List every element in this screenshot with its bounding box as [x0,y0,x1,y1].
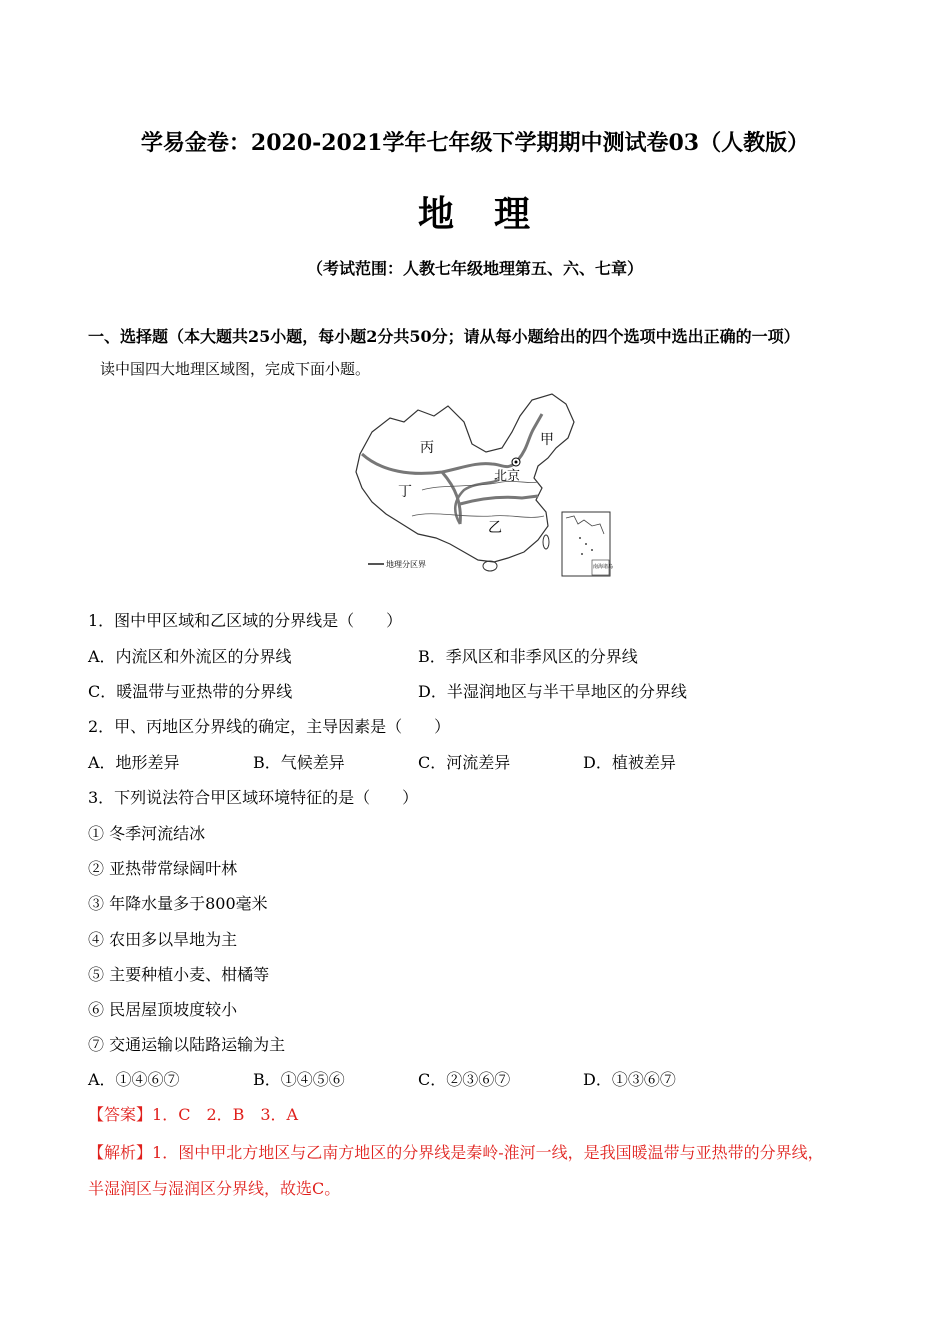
beijing-marker-dot [515,461,518,464]
region-label-yi: 乙 [488,520,502,536]
inset-label: 南海诸岛 [593,564,614,570]
exam-scope: （考试范围：人教七年级地理第五、六、七章） [306,259,643,278]
inset-island-dot [581,553,583,555]
region-label-bing: 丙 [420,440,434,456]
legend-label: 地理分区界 [386,560,426,569]
china-regions-map [352,392,614,578]
question-1-option-d[interactable]: D．半湿润地区与半干旱地区的分界线 [418,682,687,701]
answer-line [88,1102,298,1125]
question-1-option-b[interactable]: B．季风区和非季风区的分界线 [418,647,638,666]
china-outline [356,394,574,562]
inset-island-dot [591,549,593,551]
analysis-text-1: 1．图中甲北方地区与乙南方地区的分界线是秦岭-淮河一线，是我国暖温带与亚热带的分界线， [152,1143,824,1162]
question-2-option-d[interactable]: D．植被差异 [583,753,676,772]
inset-island-dot [585,543,587,545]
question-2-option-a[interactable]: A．地形差异 [88,753,180,772]
question-3-option-a[interactable]: A．①④⑥⑦ [88,1070,180,1089]
question-2-stem: 2．甲、丙地区分界线的确定，主导因素是（ ） [88,717,451,736]
document-title: 学易金卷：2020-2021学年七年级下学期期中测试卷03（人教版） [140,130,810,156]
boundary-line [460,496,538,504]
question-3-item: ④ 农田多以旱地为主 [88,930,238,949]
question-2-option-b[interactable]: B．气候差异 [253,753,345,772]
question-3-item: ② 亚热带常绿阔叶林 [88,859,238,878]
subject-heading: 地 理 [417,194,532,235]
question-3-option-d[interactable]: D．①③⑥⑦ [583,1070,676,1089]
question-3-item: ⑦ 交通运输以陆路运输为主 [88,1035,286,1054]
river-line [422,481,538,490]
question-1-option-a[interactable]: A．内流区和外流区的分界线 [88,647,292,666]
taiwan-island [543,535,549,549]
question-3-option-c[interactable]: C．②③⑥⑦ [418,1070,511,1089]
question-3-item: ⑤ 主要种植小麦、柑橘等 [88,965,270,984]
question-3-item: ⑥ 民居屋顶坡度较小 [88,1000,238,1019]
question-1-option-c[interactable]: C．暖温带与亚热带的分界线 [88,682,293,701]
answer-tag: 【答案】 [88,1105,153,1124]
region-label-jia: 甲 [540,432,554,448]
river-line [412,514,544,518]
question-intro: 读中国四大地理区域图，完成下面小题。 [100,360,371,378]
analysis-line-1 [88,1140,824,1163]
inset-island-dot [579,537,581,539]
hainan-island [483,561,497,571]
question-3-item: ③ 年降水量多于800毫米 [88,894,268,913]
region-label-ding: 丁 [398,484,412,500]
section-heading: 一、选择题（本大题共25小题，每小题2分共50分；请从每小题给出的四个选项中选出正确的一项） [88,327,800,346]
question-3-option-b[interactable]: B．①④⑤⑥ [253,1070,345,1089]
analysis-line-2: 半湿润区与湿润区分界线，故选C。 [88,1179,341,1198]
question-3-item: ① 冬季河流结冰 [88,824,206,843]
question-1-stem: 1．图中甲区域和乙区域的分界线是（ ） [88,611,403,630]
question-3-stem: 3．下列说法符合甲区域环境特征的是（ ） [88,788,419,807]
beijing-label: 北京 [494,469,521,484]
analysis-tag: 【解析】 [88,1143,153,1162]
answer-text: 1．C 2．B 3．A [152,1105,299,1124]
question-2-option-c[interactable]: C．河流差异 [418,753,511,772]
